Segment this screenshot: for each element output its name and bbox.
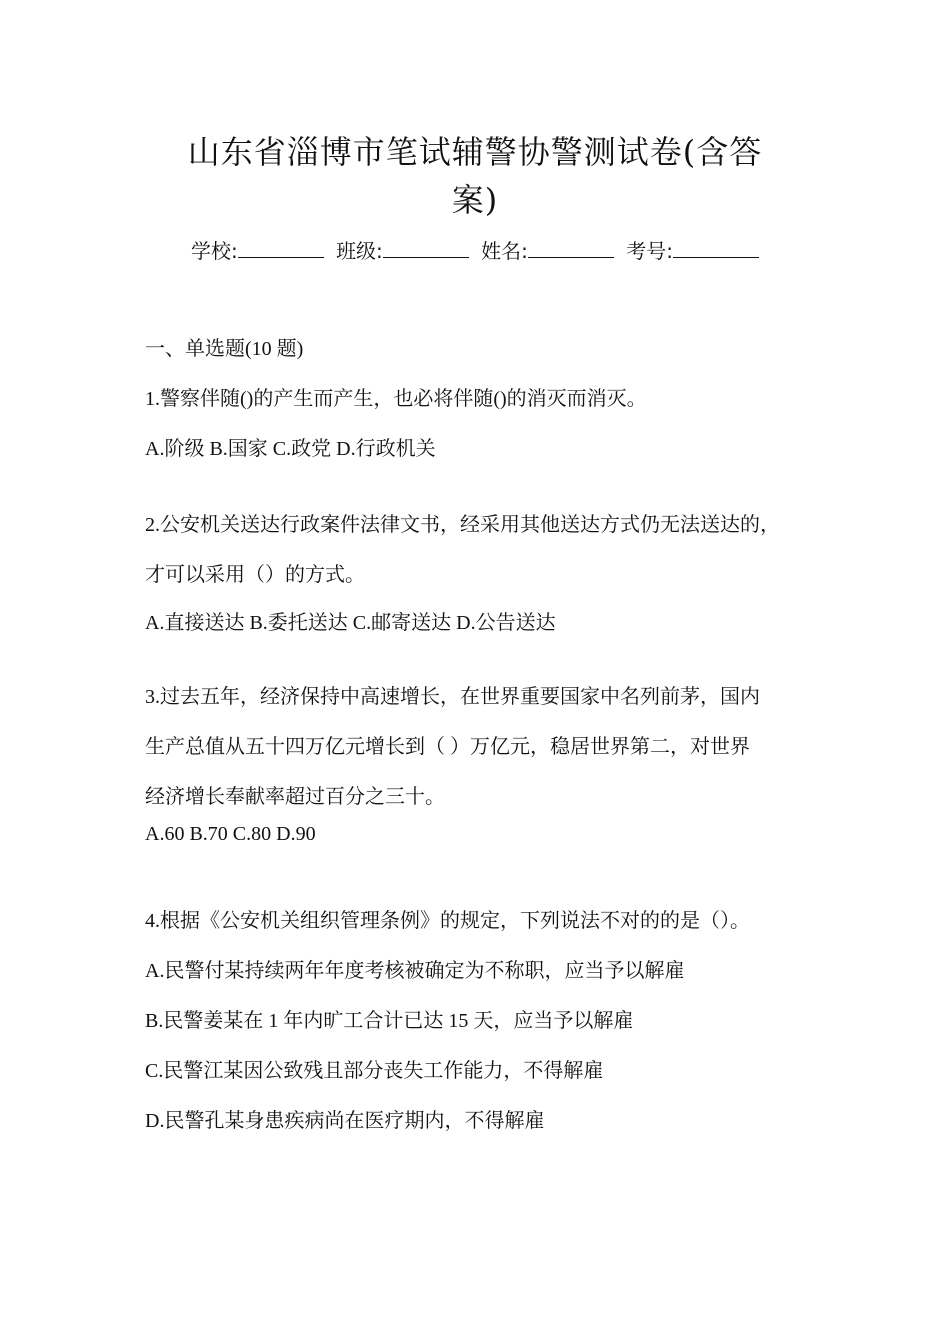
question-4-option-c: C.民警江某因公致残且部分丧失工作能力，不得解雇 [145, 1060, 604, 1082]
name-blank [528, 237, 614, 258]
class-label: 班级: [336, 239, 383, 263]
class-blank [383, 237, 469, 258]
question-3-stem-line-2: 生产总值从五十四万亿元增长到（ ）万亿元，稳居世界第二，对世界 [145, 736, 750, 758]
title-line-2: 案) [451, 181, 499, 219]
question-2-stem-line-2: 才可以采用（）的方式。 [145, 564, 365, 586]
school-label: 学校: [190, 239, 238, 263]
student-info-line [0, 236, 950, 266]
question-3-stem [145, 672, 825, 822]
name-label: 姓名: [481, 239, 528, 263]
exam-no-field [626, 239, 759, 263]
exam-no-label: 考号: [626, 239, 674, 263]
question-2-options: A.直接送达 B.委托送达 C.邮寄送达 D.公告送达 [145, 612, 556, 634]
school-blank [238, 237, 324, 258]
question-4-option-b: B.民警姜某在 1 年内旷工合计已达 15 天，应当予以解雇 [145, 1010, 634, 1032]
name-field [481, 239, 614, 263]
school-field [191, 239, 324, 263]
question-3-stem-line-3: 经济增长奉献率超过百分之三十。 [145, 786, 445, 808]
question-4-option-d: D.民警孔某身患疾病尚在医疗期内，不得解雇 [145, 1110, 545, 1132]
question-4-option-a: A.民警付某持续两年年度考核被确定为不称职，应当予以解雇 [145, 960, 685, 982]
question-1-options: A.阶级 B.国家 C.政党 D.行政机关 [145, 438, 436, 460]
question-2-stem [145, 500, 825, 600]
question-3-stem-line-1: 3.过去五年，经济保持中高速增长，在世界重要国家中名列前茅，国内 [145, 686, 760, 708]
question-2-stem-line-1: 2.公安机关送达行政案件法律文书，经采用其他送达方式仍无法送达的， [145, 514, 780, 536]
question-4-stem: 4.根据《公安机关组织管理条例》的规定，下列说法不对的的是（）。 [145, 910, 750, 932]
question-3-options: A.60 B.70 C.80 D.90 [145, 823, 316, 845]
class-field [336, 239, 469, 263]
exam-no-blank [673, 237, 759, 258]
page-title [150, 128, 800, 224]
section-heading: 一、单选题(10 题) [145, 338, 304, 360]
question-1-stem: 1.警察伴随()的产生而产生，也必将伴随()的消灭而消灭。 [145, 388, 647, 410]
title-line-1: 山东省淄博市笔试辅警协警测试卷(含答 [187, 133, 763, 171]
